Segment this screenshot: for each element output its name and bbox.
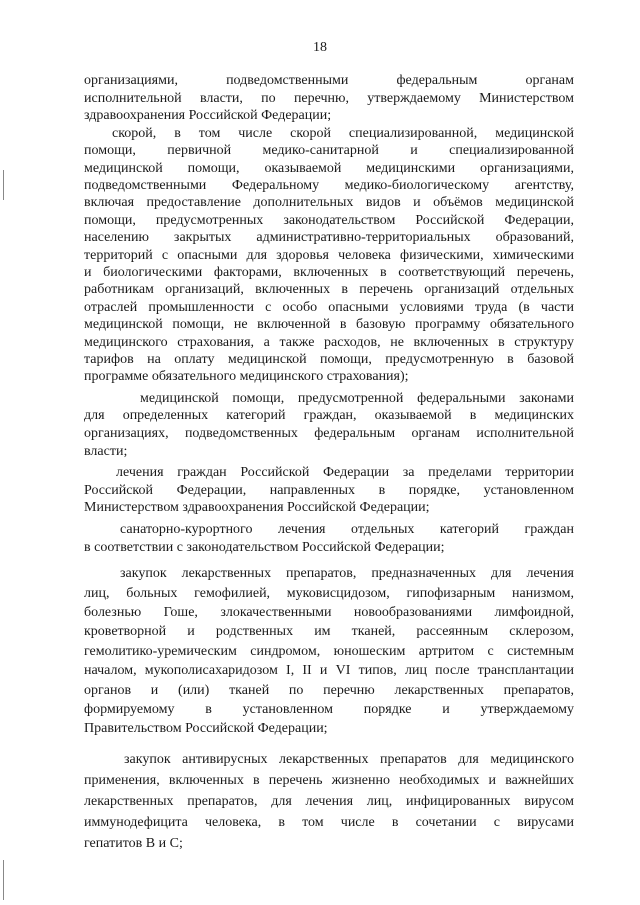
text-line: исполнительной власти, по перечню, утверждаемому Министерством <box>84 90 574 106</box>
text-line: программе обязательного медицинского страхования); <box>84 369 409 385</box>
text-line: органов и (или) тканей по перечню лекарственных препаратов, <box>84 682 574 698</box>
text-line: помощи, предусмотренных законодательством Российской Федерации, <box>84 212 574 228</box>
page-number: 18 <box>313 40 327 55</box>
text-line: началом, мукополисахаридозом I, II и VI типов, лиц после трансплантации <box>84 663 574 679</box>
text-line: подведомственными Федеральному медико-биологическому агентству, <box>84 178 574 193</box>
document-body <box>84 72 574 854</box>
text-line: населению закрытых административно-территориальных образований, <box>84 230 574 246</box>
text-line: работникам организаций, включенных в перечень организаций отдельных <box>84 282 574 298</box>
text-line: власти; <box>84 443 128 459</box>
text-line: формируемому в установленном порядке и утверждаемому <box>84 702 574 718</box>
text-line: территорий с опасными для здоровья человека физическими, химическими <box>84 247 574 263</box>
text-line: болезнью Гоше, злокачественными новообразованиями лимфоидной, <box>84 605 574 621</box>
text-line: лиц, больных гемофилией, муковисцидозом, гипофизарным нанизмом, <box>84 585 574 601</box>
text-line: Министерством здравоохранения Российской Федерации; <box>84 500 430 516</box>
text-line: тарифов на оплату медицинской помощи, предусмотренную в базовой <box>84 352 574 368</box>
text-line: медицинской помощи, не включенной в базовую программу обязательного <box>84 317 574 333</box>
text-line: санаторно-курортного лечения отдельных категорий граждан <box>120 522 574 538</box>
text-line: лекарственных препаратов, для лечения лиц, инфицированных вирусом <box>84 793 574 809</box>
text-line: Российской Федерации, направленных в порядке, установленном <box>84 482 574 498</box>
paragraph-7 <box>84 749 574 854</box>
text-line: включая предоставление дополнительных видов и объёмов медицинской <box>84 195 574 211</box>
text-line: здравоохранения Российской Федерации; <box>84 108 332 124</box>
text-line: помощи, первичной медико-санитарной и специализированной <box>84 143 574 159</box>
text-line: для определенных категорий граждан, оказываемой в медицинских <box>84 408 574 424</box>
text-line: медицинской помощи, оказываемой медицинскими организациями, <box>84 160 574 176</box>
text-line: гепатитов B и C; <box>84 835 183 851</box>
text-line: отраслей промышленности с особо опасными условиями труда (в части <box>84 299 574 315</box>
paragraph-1 <box>84 72 574 125</box>
text-line: закупок лекарственных препаратов, предназначенных для лечения <box>120 566 574 582</box>
paragraph-5 <box>84 521 574 556</box>
text-line: гемолитико-уремическим синдромом, юношеским артритом с системным <box>84 643 574 659</box>
text-line: кроветворной и родственных им тканей, рассеянным склерозом, <box>84 624 574 640</box>
text-line: медицинской помощи, предусмотренной федеральными законами <box>140 390 574 406</box>
paragraph-2 <box>84 125 574 386</box>
text-line: иммунодефицита человека, в том числе в сочетании с вирусами <box>84 814 574 830</box>
text-line: закупок антивирусных лекарственных препаратов для медицинского <box>124 751 574 767</box>
text-line: организациями, подведомственными федеральным органам <box>84 73 574 88</box>
paragraph-4 <box>84 464 574 517</box>
text-line: в соответствии с законодательством Российской Федерации; <box>84 539 445 555</box>
text-line: и биологическими факторами, включенных в соответствующий перечень, <box>84 265 574 281</box>
text-line: организациях, подведомственных федеральным органам исполнительной <box>84 426 574 442</box>
text-line: Правительством Российской Федерации; <box>84 721 328 737</box>
text-line: скорой, в том числе скорой специализированной, медицинской <box>112 125 574 141</box>
text-line: применения, включенных в перечень жизненно необходимых и важнейших <box>84 772 574 788</box>
paragraph-6 <box>84 564 574 739</box>
paragraph-3 <box>84 390 574 460</box>
scan-margin-mark <box>3 860 4 900</box>
text-line: медицинского страхования, а также расходов, не включенных в структуру <box>84 334 574 350</box>
scan-margin-mark <box>3 170 4 200</box>
text-line: лечения граждан Российской Федерации за пределами территории <box>116 465 574 481</box>
